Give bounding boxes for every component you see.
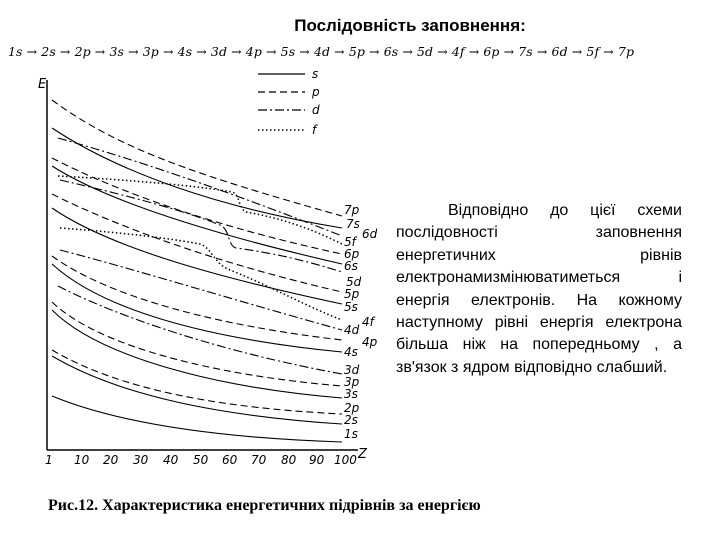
curve-label: 7p	[344, 203, 360, 217]
curve-3s	[52, 310, 342, 398]
x-tick-labels	[45, 453, 357, 467]
x-axis-label: Z	[358, 447, 367, 462]
curve-5f	[58, 176, 342, 244]
curve-4d	[60, 250, 342, 330]
x-tick-label: 60	[222, 453, 238, 467]
curve-label: 4d	[344, 323, 360, 337]
x-tick-label: 10	[74, 453, 90, 467]
legend-label-f: f	[312, 123, 317, 137]
curve-label: 3d	[344, 363, 360, 377]
curve-label: 6s	[344, 259, 358, 273]
curve-2s	[52, 356, 342, 424]
page-title: Послідовність заповнення:	[294, 16, 526, 35]
curve-label: 2p	[344, 401, 360, 415]
curve-5p	[52, 194, 342, 292]
x-tick-label: 30	[133, 453, 149, 467]
curve-label: 3p	[344, 375, 360, 389]
curve-6s	[52, 166, 342, 264]
y-axis-label: E	[38, 77, 47, 92]
legend-label-p: p	[312, 85, 320, 99]
curve-label: 3s	[344, 387, 358, 401]
x-tick-label: 80	[281, 453, 297, 467]
curve-6d	[58, 138, 342, 236]
figure-caption: Рис.12. Характеристика енергетичних підрівнів за енергією	[48, 497, 481, 514]
x-tick-label: 90	[309, 453, 325, 467]
energy-curves	[52, 100, 342, 442]
curve-label: 4s	[344, 345, 358, 359]
curve-6p	[52, 158, 342, 254]
x-tick-label: 20	[103, 453, 119, 467]
curve-5s	[52, 208, 342, 304]
description-text: Відповідно до цієї схеми послідовності заповнення енергетичних рівнів електронамизмінюватиметься і енергія електронів. На кожному наступному рівні енергія електрона більша ніж на попередньому , а зв'язок з ядром відповідно слабший.	[396, 202, 682, 376]
curve-4s	[52, 264, 342, 352]
curve-label: 5s	[344, 300, 358, 314]
curve-label: 5d	[346, 275, 362, 289]
curve-2p	[52, 350, 342, 414]
curve-label: 6d	[362, 227, 378, 241]
legend	[258, 67, 320, 137]
energy-levels-chart	[0, 58, 400, 470]
legend-label-d: d	[312, 103, 320, 117]
filling-sequence: 1s → 2s → 2p → 3s → 3p → 4s → 3d → 4p → 5s → 4d → 5p → 6s → 5d → 4f → 6p → 7s → 6d → 5f → 7p	[8, 44, 635, 59]
curve-label: 1s	[344, 427, 358, 441]
curve-label: 4f	[362, 315, 374, 329]
curve-4f	[60, 228, 342, 320]
x-tick-label: 1	[45, 453, 53, 467]
legend-label-s: s	[312, 67, 319, 81]
curve-label: 7s	[346, 217, 360, 231]
curve-5d	[60, 180, 342, 272]
curve-label: 2s	[344, 413, 358, 427]
curve-label: 6p	[344, 247, 360, 261]
curve-labels	[344, 203, 378, 441]
x-tick-label: 70	[251, 453, 267, 467]
curve-label: 5p	[344, 287, 360, 301]
curve-1s	[52, 396, 342, 442]
x-tick-label: 100	[334, 453, 357, 467]
curve-7p	[52, 100, 342, 216]
x-tick-label: 40	[163, 453, 179, 467]
curve-label: 5f	[344, 235, 356, 249]
x-tick-label: 50	[193, 453, 209, 467]
curve-label: 4p	[362, 335, 378, 349]
